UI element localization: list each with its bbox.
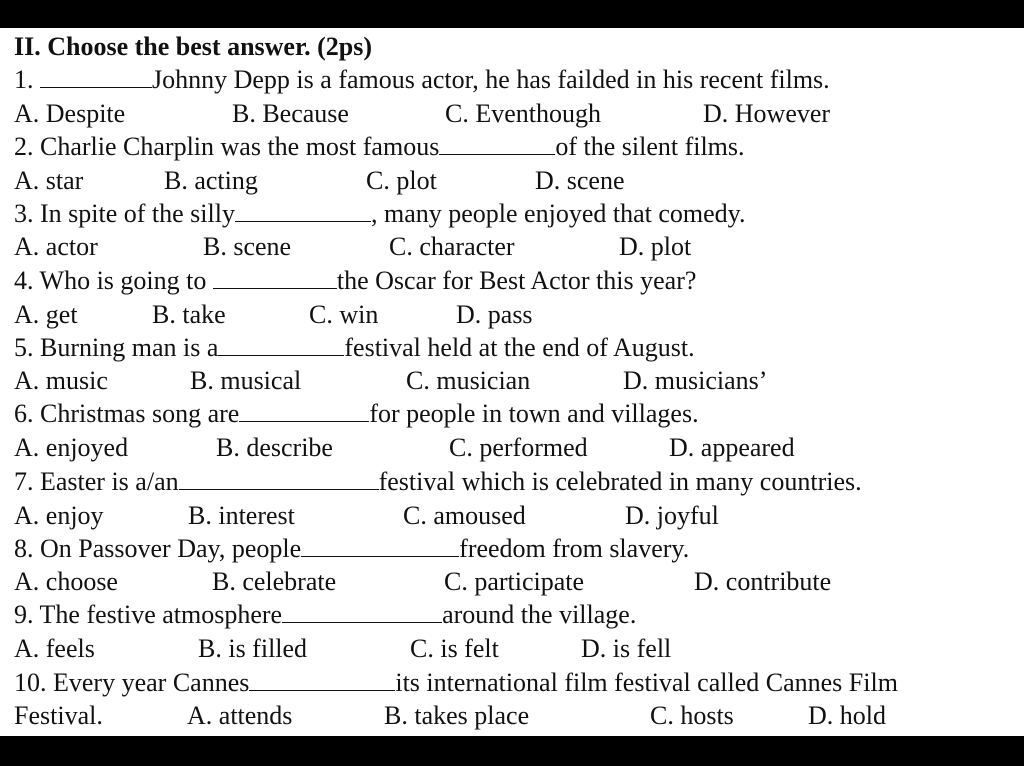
question-7-option-b[interactable]: B. interest (188, 501, 295, 530)
question-10-blank[interactable] (249, 668, 395, 691)
question-8-option-d[interactable]: D. contribute (694, 567, 832, 596)
question-6-before: 6. Christmas song are (14, 399, 240, 428)
question-3-option-b[interactable]: B. scene (203, 232, 292, 261)
question-3-option-a[interactable]: A. actor (14, 232, 98, 261)
question-7-blank[interactable] (179, 467, 379, 490)
question-2-option-c[interactable]: C. plot (366, 166, 437, 195)
question-6-option-a[interactable]: A. enjoyed (14, 433, 129, 462)
question-2-before: 2. Charlie Charplin was the most famous (14, 132, 440, 161)
question-4-option-d[interactable]: D. pass (456, 300, 533, 329)
question-10-option-d[interactable]: D. hold (808, 701, 886, 730)
question-9-before: 9. The festive atmosphere (14, 600, 283, 629)
question-9-option-b[interactable]: B. is filled (198, 634, 308, 663)
question-10-after: its international film festival called Cannes Film (395, 668, 898, 697)
question-7-before: 7. Easter is a/an (14, 467, 179, 496)
question-5 (14, 331, 695, 365)
question-8-blank[interactable] (301, 534, 459, 557)
question-9-option-a[interactable]: A. feels (14, 634, 95, 663)
question-7-option-a[interactable]: A. enjoy (14, 501, 104, 530)
question-3 (14, 197, 745, 231)
question-5-option-c[interactable]: C. musician (406, 366, 531, 395)
question-6-after: for people in town and villages. (369, 399, 699, 428)
question-1-option-b[interactable]: B. Because (232, 99, 349, 128)
worksheet-page (0, 28, 1024, 736)
question-2 (14, 130, 745, 164)
question-10-continuation: Festival. (14, 701, 103, 730)
question-3-before: 3. In spite of the silly (14, 199, 235, 228)
question-6 (14, 397, 699, 431)
question-2-option-b[interactable]: B. acting (164, 166, 258, 195)
question-2-after: of the silent films. (555, 132, 745, 161)
question-3-blank[interactable] (235, 199, 371, 222)
question-10-before: 10. Every year Cannes (14, 668, 250, 697)
question-9 (14, 598, 636, 632)
question-5-blank[interactable] (218, 333, 344, 356)
question-8-option-b[interactable]: B. celebrate (212, 567, 337, 596)
question-4-before: 4. Who is going to (14, 266, 213, 295)
question-7-after: festival which is celebrated in many countries. (378, 467, 862, 496)
question-3-option-c[interactable]: C. character (389, 232, 515, 261)
section-title: II. Choose the best answer. (2ps) (14, 32, 373, 61)
question-10-option-c[interactable]: C. hosts (650, 701, 734, 730)
question-4-option-c[interactable]: C. win (309, 300, 379, 329)
question-5-after: festival held at the end of August. (344, 333, 695, 362)
question-10 (14, 666, 898, 700)
question-1-option-c[interactable]: C. Eventhough (445, 99, 601, 128)
question-1-after: Johnny Depp is a famous actor, he has failded in his recent films. (152, 65, 830, 94)
question-4-option-a[interactable]: A. get (14, 300, 78, 329)
question-1 (14, 63, 830, 97)
question-9-blank[interactable] (282, 600, 442, 623)
question-1-option-a[interactable]: A. Despite (14, 99, 126, 128)
bottom-black-bar (0, 736, 1024, 766)
question-1-option-d[interactable]: D. However (703, 99, 831, 128)
question-9-option-c[interactable]: C. is felt (410, 634, 499, 663)
question-8 (14, 532, 689, 566)
question-10-option-a[interactable]: A. attends (187, 701, 293, 730)
question-9-option-d[interactable]: D. is fell (581, 634, 672, 663)
question-6-blank[interactable] (239, 399, 369, 422)
question-5-option-d[interactable]: D. musicians’ (623, 366, 768, 395)
question-6-option-c[interactable]: C. performed (449, 433, 588, 462)
question-8-option-a[interactable]: A. choose (14, 567, 118, 596)
question-7-option-d[interactable]: D. joyful (625, 501, 719, 530)
question-4-blank[interactable] (213, 266, 337, 289)
question-2-option-a[interactable]: A. star (14, 166, 84, 195)
question-7 (14, 465, 862, 499)
question-8-before: 8. On Passover Day, people (14, 534, 302, 563)
question-8-after: freedom from slavery. (459, 534, 690, 563)
question-10-option-b[interactable]: B. takes place (384, 701, 530, 730)
question-6-option-b[interactable]: B. describe (216, 433, 333, 462)
question-6-option-d[interactable]: D. appeared (669, 433, 795, 462)
question-4 (14, 264, 696, 298)
question-9-after: around the village. (442, 600, 637, 629)
question-3-option-d[interactable]: D. plot (619, 232, 692, 261)
question-5-option-a[interactable]: A. music (14, 366, 108, 395)
question-2-option-d[interactable]: D. scene (535, 166, 625, 195)
question-4-after: the Oscar for Best Actor this year? (336, 266, 697, 295)
question-8-option-c[interactable]: C. participate (444, 567, 585, 596)
question-4-option-b[interactable]: B. take (152, 300, 226, 329)
question-3-after: , many people enjoyed that comedy. (370, 199, 746, 228)
question-5-before: 5. Burning man is a (14, 333, 219, 362)
question-1-before: 1. (14, 65, 40, 94)
question-7-option-c[interactable]: C. amoused (403, 501, 526, 530)
question-2-blank[interactable] (439, 132, 555, 155)
question-5-option-b[interactable]: B. musical (190, 366, 302, 395)
question-1-blank[interactable] (40, 65, 152, 88)
